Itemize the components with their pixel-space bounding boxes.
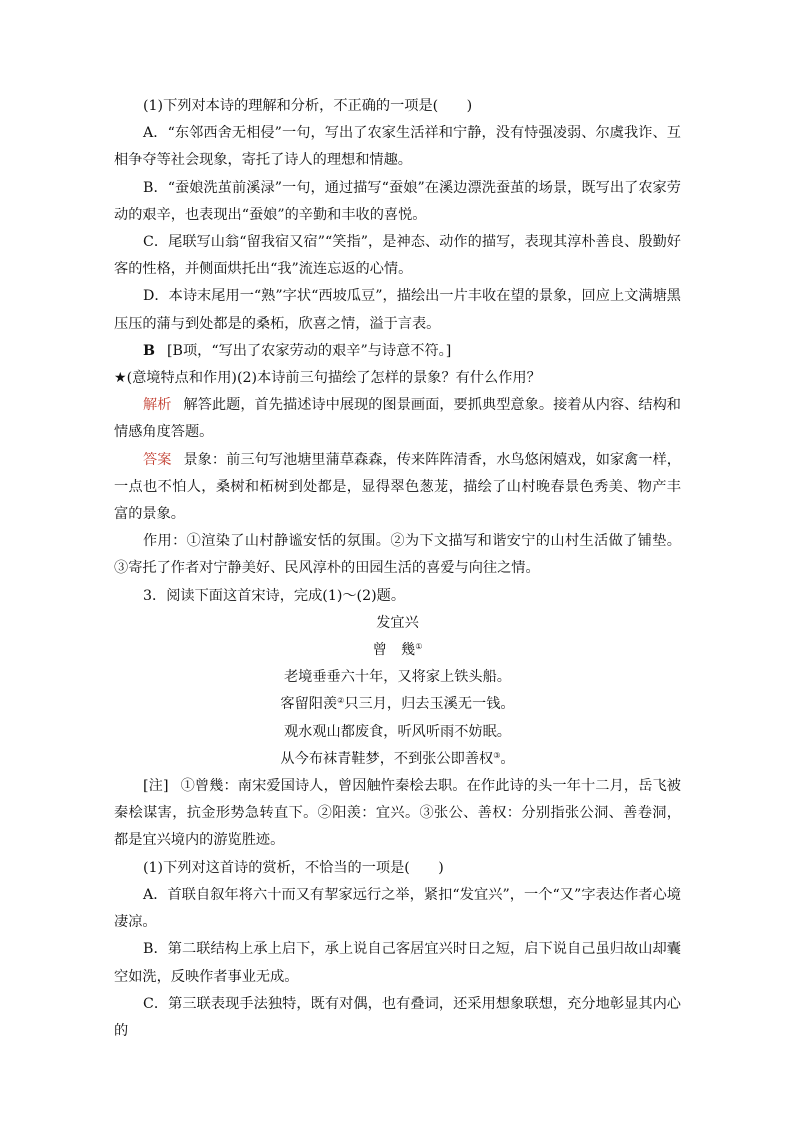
q2-effect: 作用：①渲染了山村静谧安恬的氛围。②为下文描写和谐安宁的山村生活做了铺垫。③寄托了作者对宁静美好、民风淳朴的田园生活的喜爱与向往之情。 — [114, 533, 681, 577]
document-page — [114, 93, 681, 1045]
q3-sub1-stem: (1)下列对这首诗的赏析，不恰当的一项是( ) — [143, 859, 444, 876]
q1-answer-text: [B项，“写出了农家劳动的艰辛”与诗意不符。] — [167, 342, 452, 359]
poem-line-4-text-a: 从今布袜青鞋梦，不到张公即善权 — [280, 750, 494, 767]
q2-title-text: (意境特点和作用)(2)本诗前三句描绘了怎样的景象？有什么作用？ — [126, 370, 541, 387]
analysis-text: 解答此题，首先描述诗中展现的图景画面，要抓典型意象。接着从内容、结构和情感角度答题。 — [114, 397, 681, 441]
answer-label: 答案 — [143, 451, 172, 468]
q1-option-d: D．本诗末尾用一“熟”字状“西坡瓜豆”，描绘出一片丰收在望的景象，回应上文满塘黑压压的蒲与到处都是的桑柘，欣喜之情，溢于言表。 — [114, 288, 681, 332]
q2-answer — [114, 447, 681, 529]
poem-notes — [114, 773, 681, 855]
q3-option-c: C．第三联表现手法独特，既有对偶，也有叠词，还采用想象联想，充分地彰显其内心的 — [114, 995, 681, 1039]
poem-line-2-text-a: 客留阳羡 — [280, 696, 338, 713]
q1-option-c: C．尾联写山翁“留我宿又宿”“笑指”，是神态、动作的描写，表现其淳朴善良、殷勤好客的性格，并侧面烘托出“我”流连忘返的心情。 — [114, 234, 681, 278]
poem-author — [114, 637, 681, 664]
note-label: [注] — [143, 778, 169, 795]
note-text: ①曾幾：南宋爱国诗人，曾因触忤秦桧去职。在作此诗的头一年十二月，岳飞被秦桧谋害，抗金形势急转直下。②阳羡：宜兴。③张公、善权：分别指张公洞、善卷洞，都是宜兴境内的游览胜迹。 — [114, 778, 681, 849]
poem-line-2 — [114, 691, 681, 718]
poem-line-4-text-b: 。 — [500, 750, 515, 767]
analysis-label: 解析 — [143, 397, 172, 414]
q1-stem: (1)下列对本诗的理解和分析，不正确的一项是( ) — [143, 98, 473, 114]
poem-line-1 — [114, 664, 681, 691]
q1-option-a: A．“东邻西舍无相侵”一句，写出了农家生活祥和宁静，没有恃强凌弱、尔虞我诈、互相争夺等社会现象，寄托了诗人的理想和情趣。 — [114, 125, 681, 169]
poem-line-4-note: ③ — [493, 750, 501, 760]
q3-intro: 3．阅读下面这首宋诗，完成(1)～(2)题。 — [143, 587, 406, 604]
author-note-mark: ① — [415, 642, 423, 652]
poem-line-2-note: ② — [337, 696, 345, 706]
q2-analysis — [114, 392, 681, 446]
q1-option-b: B．“蚕娘洗茧前溪渌”一句，通过描写“蚕娘”在溪边漂洗蚕茧的场景，既写出了农家劳动的艰辛，也表现出“蚕娘”的辛勤和丰收的喜悦。 — [114, 179, 681, 223]
poem-author-name: 曾 幾 — [372, 642, 416, 659]
q3-option-b: B．第二联结构上承上启下，承上说自己客居宜兴时日之短，启下说自己虽归故山却囊空如洗，反映作者事业无成。 — [114, 941, 681, 985]
q1-answer — [114, 338, 681, 365]
poem-line-2-text-b: 只三月，归去玉溪无一钱。 — [344, 696, 515, 713]
q3-option-a: A．首联自叙年将六十而又有挈家远行之举，紧扣“发宜兴”，一个“又”字表达作者心境凄凉。 — [114, 886, 681, 931]
poem-title: 发宜兴 — [376, 614, 419, 631]
star-icon: ★ — [114, 370, 127, 387]
poem-line-3 — [114, 719, 681, 746]
answer-text: 景象：前三句写池塘里蒲草森森，传来阵阵清香，水鸟悠闲嬉戏，如家禽一样，一点也不怕人，桑树和柘树到处都是，显得翠色葱茏，描绘了山村晚春景色秀美、物产丰富的景象。 — [114, 451, 681, 523]
poem-line-4 — [114, 746, 681, 773]
q2-title — [114, 365, 681, 392]
poem-line-3-text: 观水观山都废食，听风听雨不妨眠。 — [283, 723, 511, 740]
q1-answer-letter: B — [143, 342, 155, 359]
poem-line-1-text: 老境垂垂六十年，又将家上铁头船。 — [283, 669, 511, 686]
